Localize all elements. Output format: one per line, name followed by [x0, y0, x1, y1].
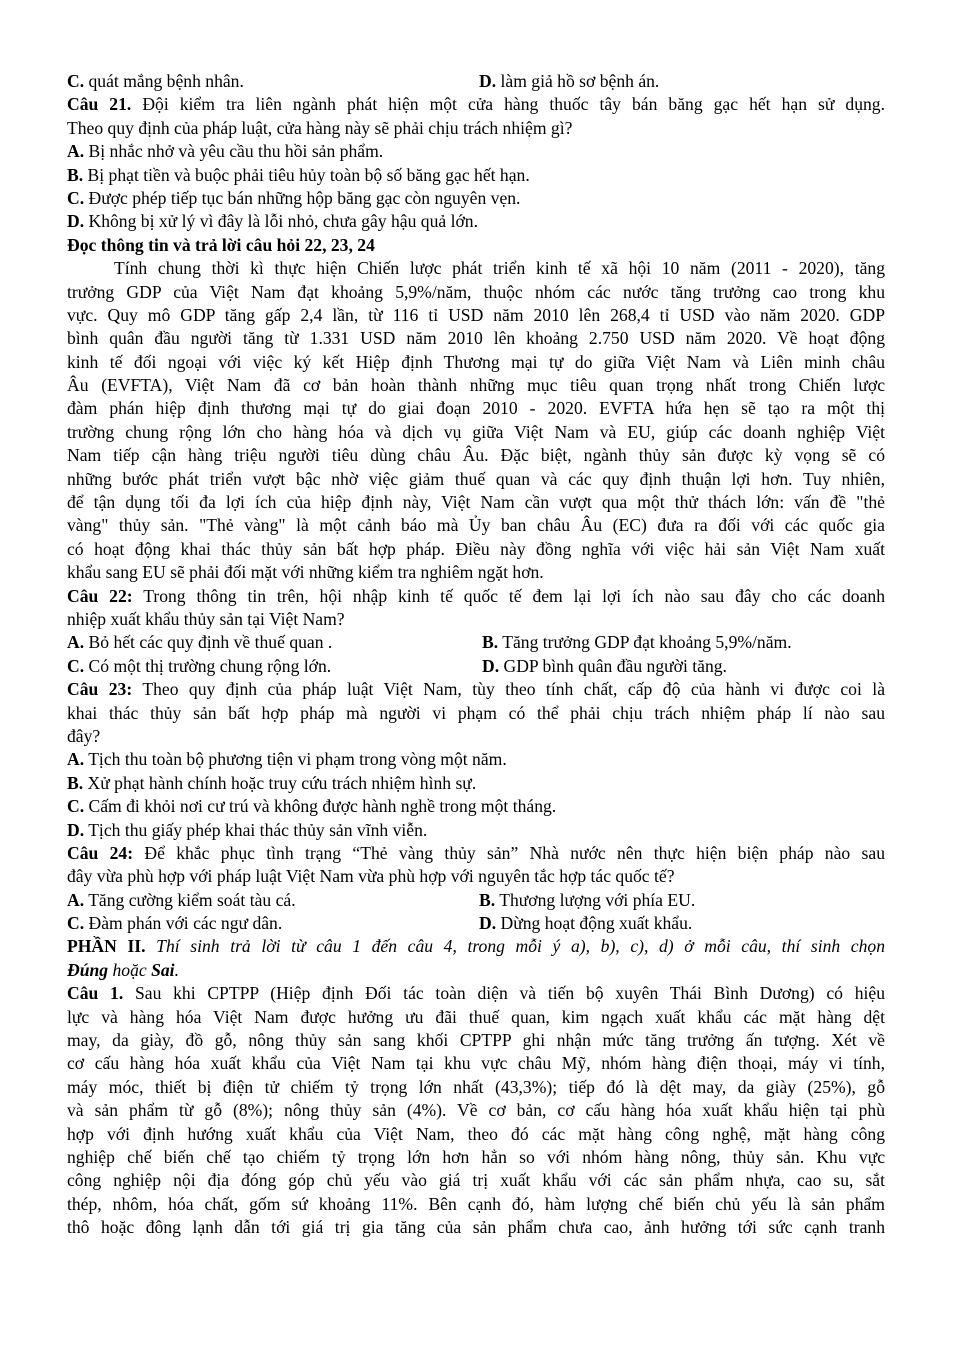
question-label: Câu 21. [67, 94, 132, 115]
q20-options-cd [67, 70, 885, 93]
option-text: làm giả hồ sơ bệnh án. [496, 71, 660, 91]
question-text-line: máy móc, thiết bị điện tử chiếm tỷ trọng lớn nhất (43,3%); tiếp đó là dệt may, da giày (25%), gỗ [67, 1076, 885, 1097]
passage-line: để tận dụng tối đa lợi ích của hiệp định này, Việt Nam cần vượt qua một thử thách lớn: vấn đề "thẻ [67, 492, 885, 513]
question-1-stem [67, 982, 885, 1005]
option-text: Tịch thu giấy phép khai thác thủy sản vĩnh viễn. [84, 819, 428, 840]
question-text-line: khai thác thủy sản bất hợp pháp mà người vi phạm có thể phải chịu trách nhiệm pháp lí nào sau [67, 702, 885, 723]
part2-instruction-end [67, 959, 885, 982]
option-letter: C. [67, 655, 85, 676]
part-instruction-text: Thí sinh trả lời từ câu 1 đến câu 4, trong mỗi ý a), b), c), d) ở mỗi câu, thí sinh chọn [145, 936, 886, 957]
option-text: Cấm đi khỏi nơi cư trú và không được hành nghề trong một tháng. [84, 796, 557, 817]
passage-line: Âu (EVFTA), Việt Nam đã cơ bản hoàn thành những mục tiêu quan trọng nhất trong Chiến lược [67, 375, 885, 396]
passage-line: vàng" thủy sản. "Thẻ vàng" là một cảnh báo mà Ủy ban châu Âu (EC) đưa ra đối với các quốc gia [67, 515, 885, 536]
option-letter: D. [67, 211, 85, 232]
option-letter: D. [482, 655, 500, 676]
q21-option-b [67, 164, 885, 187]
question-text-line: công nghiệp nội địa đóng góp chủ yếu vào giá trị xuất khẩu với các sản phẩm nhựa, cao su, sắt [67, 1170, 885, 1191]
option-text: Bỏ hết các quy định về thuế quan . [84, 632, 333, 653]
option-letter: D. [67, 819, 85, 840]
option-text: Thương lượng với phía EU. [495, 889, 696, 910]
option-text: Có một thị trường chung rộng lớn. [84, 655, 332, 676]
option-text: Tịch thu toàn bộ phương tiện vi phạm trong vòng một năm. [84, 749, 507, 770]
q22-options-cd [67, 655, 885, 678]
question-text-line: thép, nhôm, hóa chất, gốm sứ khoảng 11%. Bên cạnh đó, hàm lượng chế biến chủ yếu là sản phẩm [67, 1193, 885, 1214]
passage-line: trường chung rộng lớn cho hàng hóa và dịch vụ giữa Việt Nam và EU, giúp các doanh nghiệp Việt [67, 421, 885, 442]
question-21-stem [67, 93, 885, 116]
question-label: Câu 22: [67, 585, 133, 606]
question-text-line: và sản phẩm từ gỗ (8%); nông thủy sản (4%). Về cơ bản, cơ cấu hàng hóa xuất khẩu hiện tại phù [67, 1100, 885, 1121]
q23-option-d [67, 819, 885, 842]
option-letter: D. [479, 71, 497, 91]
option-text: Dừng hoạt động xuất khẩu. [496, 913, 693, 934]
question-text-line: thô hoặc đông lạnh dẫn tới giá trị gia tăng của sản phẩm chưa cao, ảnh hưởng tới sức cạnh tranh [67, 1217, 885, 1238]
q21-option-a [67, 140, 885, 163]
option-text: Được phép tiếp tục bán những hộp băng gạc còn nguyên vẹn. [84, 187, 521, 208]
option-text: Bị nhắc nhở và yêu cầu thu hồi sản phẩm. [84, 141, 384, 162]
false-word: Sai [151, 959, 175, 980]
option-letter: B. [482, 632, 499, 653]
question-label: Câu 23: [67, 679, 133, 700]
q23-option-a [67, 748, 885, 771]
q24-options-ab [67, 889, 885, 912]
option-letter: C. [67, 913, 85, 934]
option-text: quát mắng bệnh nhân. [84, 71, 244, 91]
q22-options-ab [67, 631, 885, 654]
question-text-line: cơ cấu hàng hóa xuất khẩu của Việt Nam tại khu vực châu Mỹ, nhóm hàng điện thoại, máy vi tính, [67, 1053, 885, 1074]
passage-line: vực. Quy mô GDP tăng gấp 2,4 lần, từ 116 tỉ USD năm 2010 lên 268,4 tỉ USD vào năm 2020. GDP [67, 304, 885, 325]
question-text: Theo quy định của pháp luật Việt Nam, tùy theo tính chất, cấp độ của hành vi được coi là [132, 679, 885, 700]
q23-option-b [67, 772, 885, 795]
question-text-line: Theo quy định của pháp luật, cửa hàng này sẽ phải chịu trách nhiệm gì? [67, 117, 573, 138]
option-letter: B. [479, 889, 496, 910]
passage-line: khẩu sang EU sẽ phải đối mặt với những kiểm tra nghiêm ngặt hơn. [67, 562, 544, 583]
or-word: hoặc [108, 959, 152, 980]
question-24-stem [67, 842, 885, 865]
true-word: Đúng [67, 959, 109, 980]
question-text-line: nhiệp xuất khẩu thủy sản tại Việt Nam? [67, 608, 345, 629]
option-text: Tăng cường kiểm soát tàu cá. [84, 889, 296, 910]
question-text-line: đây? [67, 725, 101, 746]
q24-options-cd [67, 912, 885, 935]
option-text: GDP bình quân đầu người tăng. [499, 655, 727, 676]
reading-heading: Đọc thông tin và trả lời câu hỏi 22, 23, 24 [67, 234, 375, 255]
passage-line: kinh tế đối ngoại với việc ký kết Hiệp định Thương mại tự do giữa Việt Nam và Liên minh châu [67, 351, 885, 372]
part-label: PHẦN II. [67, 936, 146, 957]
passage-line: bình quân đầu người tăng từ 1.331 USD năm 2010 lên khoảng 2.750 USD năm 2020. Về hoạt động [67, 328, 885, 349]
question-text-line: nghiệp chế biến chế tạo chiếm tỷ trọng lớn hơn hẳn so với nhóm hàng nông, thủy sản. Khu vực [67, 1146, 885, 1167]
passage-line: Tính chung thời kì thực hiện Chiến lược phát triển kinh tế xã hội 10 năm (2011 - 2020), tăng [114, 258, 885, 279]
question-22-stem [67, 585, 885, 608]
option-letter: C. [67, 71, 85, 91]
q21-option-c [67, 187, 885, 210]
option-letter: A. [67, 632, 85, 653]
question-text-line: lực và hàng hóa Việt Nam được hưởng ưu đãi thuế quan, kim ngạch xuất khẩu các mặt hàng dệt [67, 1006, 885, 1027]
option-text: Tăng trưởng GDP đạt khoảng 5,9%/năm. [498, 632, 792, 653]
part2-instruction [67, 935, 885, 958]
option-letter: A. [67, 141, 85, 162]
question-text: Trong thông tin trên, hội nhập kinh tế quốc tế đem lại lợi ích nào sau đây cho các doanh [132, 585, 885, 606]
exam-page [67, 70, 885, 1240]
passage-line: Nam tiếp cận hàng triệu người tiêu dùng châu Âu. Đặc biệt, ngành thủy sản được kỳ vọng sẽ có [67, 445, 885, 466]
passage-line: đàm phán hiệp định thương mại tự do giai đoạn 2010 - 2020. EVFTA hứa hẹn sẽ tạo ra một thị [67, 398, 885, 419]
question-23-stem [67, 678, 885, 701]
option-text: Đàm phán với các ngư dân. [84, 913, 283, 934]
question-text-line: hợp với định hướng xuất khẩu của Việt Nam, theo đó các mặt hàng công nghệ, mặt hàng công [67, 1123, 885, 1144]
option-text: Xử phạt hành chính hoặc truy cứu trách nhiệm hình sự. [83, 772, 477, 793]
passage-line: có hoạt động khai thác thủy sản bất hợp pháp. Điều này đồng nghĩa với việc hải sản Việt Nam xuất [67, 538, 885, 559]
q21-option-d [67, 210, 885, 233]
option-letter: C. [67, 796, 85, 817]
option-text: Bị phạt tiền và buộc phải tiêu hủy toàn bộ số băng gạc hết hạn. [83, 164, 530, 185]
passage-line: những bước phát triển vượt bậc nhờ việc giảm thuế quan và các quy định thuận lợi hơn. Tuy nhiên, [67, 468, 885, 489]
question-text: Sau khi CPTPP (Hiệp định Đối tác toàn diện và tiến bộ xuyên Thái Bình Dương) có hiệu [123, 983, 886, 1004]
question-label: Câu 1. [67, 983, 124, 1004]
question-text-line: đây vừa phù hợp với pháp luật Việt Nam vừa phù hợp với nguyên tắc hợp tác quốc tế? [67, 866, 675, 887]
q23-option-c [67, 795, 885, 818]
instruction-end: . [174, 959, 179, 980]
question-label: Câu 24: [67, 842, 134, 863]
option-letter: B. [67, 164, 84, 185]
question-text: Đội kiểm tra liên ngành phát hiện một cửa hàng thuốc tây bán băng gạc hết hạn sử dụng. [131, 94, 886, 115]
option-letter: B. [67, 772, 84, 793]
question-text-line: may, da giày, đồ gỗ, nông thủy sản sang khối CPTPP ghi nhận mức tăng trưởng ấn tượng. Xét về [67, 1030, 885, 1051]
option-letter: A. [67, 889, 85, 910]
question-text: Để khắc phục tình trạng “Thẻ vàng thủy sản” Nhà nước nên thực hiện biện pháp nào sau [133, 842, 885, 863]
option-letter: A. [67, 749, 85, 770]
option-letter: D. [479, 913, 497, 934]
passage-line: trưởng GDP của Việt Nam đạt khoảng 5,9%/năm, thuộc nhóm các nước tăng trưởng cao trong khu [67, 281, 885, 302]
option-letter: C. [67, 187, 85, 208]
option-text: Không bị xử lý vì đây là lỗi nhỏ, chưa gây hậu quả lớn. [84, 211, 478, 232]
